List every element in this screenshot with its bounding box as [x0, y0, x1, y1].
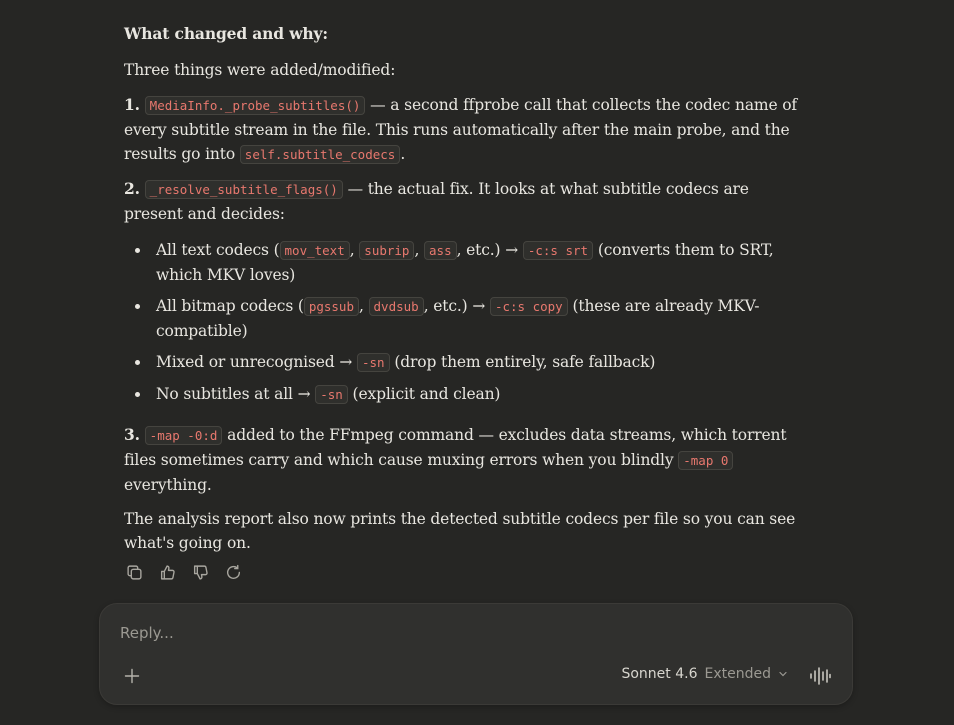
inline-code: pgssub	[304, 297, 359, 316]
inline-code: MediaInfo._probe_subtitles()	[145, 96, 366, 115]
model-name: Sonnet 4.6	[621, 666, 698, 682]
thumbs-up-icon[interactable]	[155, 562, 179, 582]
voice-mode-button[interactable]	[808, 665, 832, 687]
inline-code: -c:s copy	[490, 297, 568, 316]
item-1-text-end: .	[400, 145, 406, 163]
model-selector[interactable]	[621, 666, 788, 682]
copy-icon[interactable]	[122, 562, 146, 582]
reply-composer	[99, 603, 853, 705]
inline-code: subrip	[359, 241, 414, 260]
inline-code: -sn	[357, 353, 390, 372]
list-item	[124, 238, 804, 287]
list-item	[124, 294, 804, 343]
inline-code: mov_text	[280, 241, 350, 260]
inline-code: -map 0	[678, 451, 733, 470]
assistant-message	[124, 22, 804, 565]
plus-icon	[124, 668, 140, 684]
inline-code: self.subtitle_codecs	[240, 145, 401, 164]
message-actions	[122, 562, 245, 582]
bullet-text: ,	[358, 297, 369, 315]
bullet-text: All text codecs (	[156, 241, 280, 259]
item-1-text: — a second ffprobe call that collects the codec name of every subtitle stream in the file. This runs automatically after the main probe, and the results go into	[124, 96, 798, 163]
item-3-number: 3.	[124, 425, 140, 444]
chevron-down-icon	[778, 669, 788, 679]
bullet-list	[124, 238, 804, 407]
item-1-number: 1.	[124, 95, 140, 114]
list-item	[124, 350, 804, 375]
inline-code: _resolve_subtitle_flags()	[145, 180, 343, 199]
bullet-text: No subtitles at all →	[156, 385, 316, 403]
item-3-text: added to the FFmpeg command — excludes data streams, which torrent files sometimes carry and which cause muxing errors when you blindly	[124, 426, 787, 469]
add-attachment-button[interactable]	[120, 664, 144, 688]
closing-paragraph: The analysis report also now prints the detected subtitle codecs per file so you can see what's going on.	[124, 510, 796, 552]
retry-icon[interactable]	[221, 562, 245, 582]
inline-code: -map -0:d	[145, 426, 223, 445]
bullet-text: (explicit and clean)	[347, 385, 501, 403]
bullet-text: ,	[349, 241, 360, 259]
item-2-text: — the actual fix. It looks at what subtitle codecs are present and decides:	[124, 180, 749, 223]
list-item	[124, 382, 804, 407]
item-2-number: 2.	[124, 179, 140, 198]
model-mode: Extended	[704, 666, 771, 682]
bullet-text: All bitmap codecs (	[156, 297, 304, 315]
bullet-text: , etc.) →	[423, 297, 490, 315]
reply-input[interactable]	[120, 624, 810, 650]
inline-code: ass	[424, 241, 457, 260]
bullet-text: (converts them to SRT, which MKV loves)	[156, 241, 774, 284]
inline-code: dvdsub	[369, 297, 424, 316]
item-3-text-end: everything.	[124, 476, 212, 494]
bullet-text: ,	[414, 241, 425, 259]
thumbs-down-icon[interactable]	[188, 562, 212, 582]
message-heading: What changed and why:	[124, 24, 328, 43]
item-3	[124, 423, 804, 497]
message-intro: Three things were added/modified:	[124, 61, 396, 79]
inline-code: -sn	[315, 385, 348, 404]
bullet-text: (drop them entirely, safe fallback)	[389, 353, 656, 371]
inline-code: -c:s srt	[523, 241, 593, 260]
bullet-text: (these are already MKV-compatible)	[156, 297, 760, 340]
item-2	[124, 177, 804, 226]
item-1	[124, 93, 804, 167]
bullet-text: , etc.) →	[456, 241, 523, 259]
bullet-text: Mixed or unrecognised →	[156, 353, 357, 371]
waveform-icon	[809, 666, 831, 686]
